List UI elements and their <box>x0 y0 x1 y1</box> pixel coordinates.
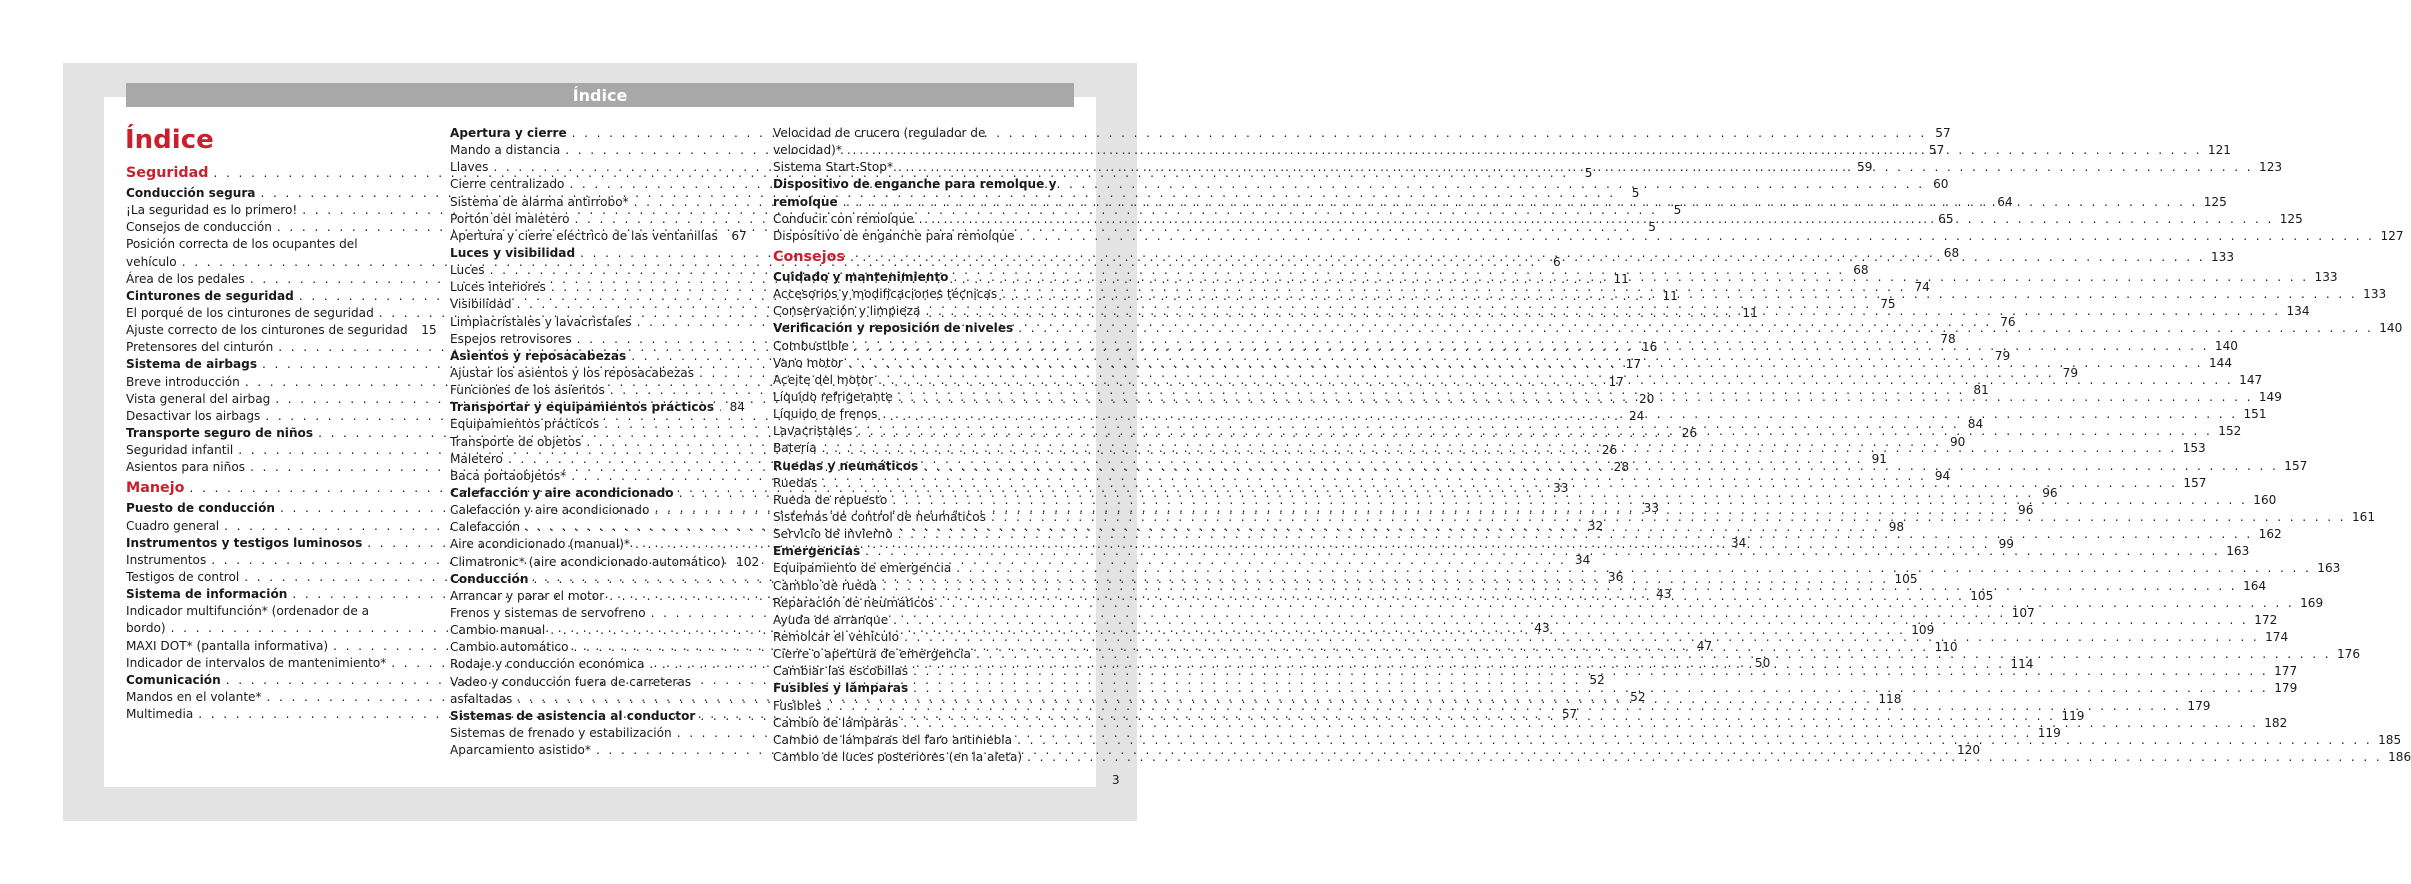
toc-entry[interactable] <box>126 322 437 339</box>
toc-entry-label: Puesto de conducción <box>126 501 275 516</box>
toc-entry-label: Conducción segura <box>126 186 256 200</box>
toc-page-number: 152 <box>2218 424 2242 439</box>
toc-page-number: 43 <box>1534 621 1550 636</box>
toc-leader-dots <box>991 509 2346 526</box>
toc-page-number: 79 <box>2062 365 2079 380</box>
toc-entry-label: Calefacción <box>450 520 521 535</box>
toc-entry-label: Limpiacristales y lavacristales <box>450 314 632 329</box>
page-title: Índice <box>125 125 214 155</box>
toc-entry-label: Equipamientos prácticos <box>450 417 600 432</box>
toc-entry-label: Dispositivo de enganche para remolque <box>773 228 1015 243</box>
toc-entry-label: Servicio de invierno <box>773 527 893 542</box>
toc-page-number: 68 <box>1943 245 1960 260</box>
toc-entry-label: El porqué de los cinturones de seguridad <box>126 305 374 320</box>
toc-entry-label: Luces interiores <box>450 280 546 295</box>
toc-entry-label: Calefacción y aire acondicionado <box>450 503 650 518</box>
toc-page-number: 57 <box>1561 707 1578 722</box>
toc-leader-dots <box>939 595 2294 612</box>
toc-entry[interactable] <box>450 228 745 245</box>
toc-page-number: 78 <box>1940 331 1956 346</box>
toc-entry-label: Multimedia <box>126 707 194 722</box>
toc-page-number: 84 <box>729 400 745 415</box>
toc-entry-label: Aceite del motor <box>773 372 874 387</box>
toc-entry-label: Conservación y limpieza <box>773 304 921 319</box>
toc-entry-label: Luces <box>450 263 485 278</box>
toc-leader-dots <box>882 578 2237 595</box>
toc-leader-dots <box>904 629 2259 646</box>
toc-page-number: 34 <box>1730 535 1747 550</box>
toc-page-number: 179 <box>2274 681 2298 696</box>
page-number: 3 <box>1112 773 1120 787</box>
toc-page-number: 74 <box>1914 280 1930 295</box>
toc-entry-label: Cambiar las escobillas <box>773 664 909 679</box>
toc-page-number: 65 <box>1938 211 1954 226</box>
toc-page-number: 5 <box>1584 166 1593 180</box>
toc-chapter-entry[interactable] <box>450 399 745 416</box>
toc-page-number: 110 <box>1934 640 1958 655</box>
toc-entry-label: Seguridad infantil <box>126 443 234 458</box>
toc-page-number: 140 <box>2379 321 2403 336</box>
toc-page-number: 121 <box>2207 143 2232 158</box>
toc-leader-dots <box>843 194 2198 211</box>
toc-entry-label: Pretensores del cinturón <box>126 340 274 355</box>
toc-entry-label: Consejos de conducción <box>126 220 272 235</box>
toc-entry-label: Sistema de información <box>126 587 288 602</box>
toc-page-number: 96 <box>2018 503 2034 518</box>
toc-leader-dots <box>919 211 2274 228</box>
toc-leader-dots <box>898 159 2253 176</box>
toc-entry-label: Cambio manual <box>450 623 546 638</box>
toc-leader-dots <box>822 475 2177 492</box>
toc-entry-label: Indicador de intervalos de mantenimiento* <box>126 655 387 670</box>
toc-leader-dots <box>923 458 2278 475</box>
toc-page-number: 5 <box>1673 203 1682 218</box>
toc-page-number: 50 <box>1754 655 1771 670</box>
toc-leader-dots <box>882 406 2237 423</box>
toc-page-number: 76 <box>2000 314 2016 329</box>
toc-entry-label: Climatronic* (aire acondicionado automático) <box>450 554 726 569</box>
toc-page-number: 174 <box>2265 629 2289 644</box>
toc-entry-label: Manejo <box>126 480 185 497</box>
toc-entry-label: Sistema de airbags <box>126 357 258 372</box>
toc-page-number: 153 <box>2182 441 2206 456</box>
toc-page-number: 11 <box>1662 288 1678 303</box>
toc-leader-dots <box>719 399 721 416</box>
toc-page-number: 24 <box>1628 408 1645 423</box>
toc-page-number: 26 <box>1601 443 1618 458</box>
toc-entry-label: Baca portaobjetos* <box>450 468 567 483</box>
toc-page-number: 94 <box>1934 468 1951 483</box>
toc-page-number: 109 <box>1911 623 1935 638</box>
toc-page-number: 161 <box>2351 509 2376 524</box>
toc-page-number: 164 <box>2243 578 2267 593</box>
toc-entry-label: Vista general del airbag <box>126 391 271 406</box>
toc-page-number: 6 <box>1553 254 1561 269</box>
toc-entry-label: asfaltadas <box>450 691 513 706</box>
toc-page-number: 118 <box>1878 691 1902 706</box>
toc-entry-line[interactable] <box>773 125 1068 142</box>
toc-leader-dots <box>865 543 2220 560</box>
toc-page-number: 133 <box>2314 269 2338 284</box>
toc-entry-line[interactable] <box>126 236 421 253</box>
toc-page-number: 60 <box>1933 177 1949 192</box>
toc-page-number: 160 <box>2253 492 2277 507</box>
toc-page-number: 119 <box>2061 708 2085 723</box>
toc-entry-label: Cuidado y mantenimiento <box>773 269 949 284</box>
toc-page-number: 17 <box>1608 374 1624 389</box>
toc-page-number: 81 <box>1973 383 1989 398</box>
toc-page-number: 133 <box>2210 249 2235 264</box>
toc-entry-label: Asientos para niños <box>126 460 246 475</box>
toc-entry[interactable] <box>773 228 2404 245</box>
toc-entry-label: Vano motor <box>773 355 843 370</box>
toc-entry-label: Ayuda de arranque <box>773 612 889 627</box>
toc-page-number: 33 <box>1643 501 1660 516</box>
toc-entry-label: Portón del maletero <box>450 211 570 226</box>
toc-page-number: 75 <box>1880 297 1896 312</box>
toc-entry-label: Fusibles y lámparas <box>773 681 909 696</box>
toc-leader-dots <box>1027 749 2382 766</box>
toc-page-number: 179 <box>2187 698 2211 713</box>
toc-page-number: 163 <box>2226 544 2250 559</box>
toc-entry-label: Sistemas de frenado y estabilización <box>450 725 672 740</box>
toc-page-number: 127 <box>2380 228 2404 243</box>
toc-entry-label: Mando a distancia <box>450 143 561 158</box>
toc-page-number: 186 <box>2388 749 2411 764</box>
toc-entry-label: Combustible <box>773 338 849 353</box>
toc-leader-dots <box>913 663 2268 680</box>
toc-entry-label: Emergencias <box>773 544 861 559</box>
toc-page-number: 79 <box>1994 348 2011 363</box>
toc-entry-label: Cinturones de seguridad <box>126 288 294 303</box>
toc-page-number: 32 <box>1587 518 1604 533</box>
toc-page-number: 120 <box>1956 743 1981 758</box>
toc-leader-dots <box>898 526 2253 543</box>
toc-entry-label: Consejos <box>773 248 845 265</box>
toc-entry-label: Vadeo y conducción fuera de carreteras <box>450 674 692 689</box>
toc-page-number: 99 <box>1998 537 2014 552</box>
toc-leader-dots <box>953 269 2308 286</box>
toc-leader-dots <box>822 440 2177 457</box>
toc-leader-dots <box>1002 286 2357 303</box>
toc-page-number: 36 <box>1607 569 1624 584</box>
toc-entry-label: Rodaje y conducción económica <box>450 657 645 672</box>
toc-entry-label: ¡La seguridad es lo primero! <box>126 203 298 218</box>
toc-page-number: 57 <box>1928 143 1945 158</box>
toc-page-number: 90 <box>1949 434 1966 449</box>
toc-page-number: 64 <box>1997 194 2013 209</box>
toc-entry-label: Arrancar y parar el motor <box>450 588 605 603</box>
toc-leader-dots <box>976 646 2331 663</box>
toc-entry-label: Cierre centralizado <box>450 177 565 192</box>
toc-page-number: 5 <box>1631 186 1640 200</box>
toc-entry-label: Fusibles <box>773 698 822 713</box>
toc-page-number: 33 <box>1553 481 1569 496</box>
toc-entry-label: Apertura y cierre <box>450 126 567 140</box>
toc-entry-label: bordo) <box>126 621 166 636</box>
toc-page-number: 140 <box>2214 338 2238 353</box>
toc-entry-label: Conducir con remolque <box>773 211 914 226</box>
toc-leader-dots <box>892 492 2247 509</box>
toc-page-number: 11 <box>1742 305 1758 320</box>
toc-page-number: 149 <box>2258 389 2282 404</box>
toc-entry-label: Remolcar el vehículo <box>773 629 900 644</box>
toc-page-number: 176 <box>2336 647 2361 662</box>
toc-leader-dots <box>826 698 2181 715</box>
toc-leader-dots <box>1017 732 2372 749</box>
toc-entry-label: vehículo <box>126 254 177 269</box>
toc-page-number: 105 <box>1894 571 1918 586</box>
toc-entry-label: Testigos de control <box>126 569 240 584</box>
toc-page-number: 133 <box>2363 287 2387 302</box>
toc-page-number: 16 <box>1641 340 1658 355</box>
toc-entry-label: remolque <box>773 194 838 209</box>
toc-leader-dots <box>956 560 2311 577</box>
toc-page-number: 123 <box>2259 160 2283 175</box>
toc-entry-label: Visibilidad <box>450 297 512 312</box>
toc-page-number: 57 <box>1935 126 1951 140</box>
toc-entry-label: Frenos y sistemas de servofreno <box>450 605 646 620</box>
toc-page-number: 52 <box>1630 689 1646 704</box>
toc-page-number: 162 <box>2258 527 2282 542</box>
toc-page-number: 52 <box>1589 672 1605 687</box>
toc-entry-label: Desactivar los airbags <box>126 408 261 423</box>
toc-entry-label: Ruedas <box>773 475 818 490</box>
toc-page-number: 20 <box>1638 391 1655 406</box>
toc-page-number: 28 <box>1613 460 1630 475</box>
toc-entry-label: Comunicación <box>126 672 221 687</box>
toc-page-number: 107 <box>2011 605 2035 620</box>
toc-entry[interactable] <box>450 554 760 571</box>
toc-page-number: 11 <box>1613 271 1629 286</box>
toc-entry-label: Líquido de frenos <box>773 407 878 422</box>
toc-entry-label: Verificación y reposición de niveles <box>773 321 1014 336</box>
toc-leader-dots <box>893 612 2248 629</box>
toc-page-number: 47 <box>1696 638 1713 653</box>
toc-entry-label: MAXI DOT* (pantalla informativa) <box>126 638 329 653</box>
toc-page-number: 68 <box>1853 263 1869 278</box>
toc-page-number: 34 <box>1574 552 1591 567</box>
toc-entry-label: Cambio de rueda <box>773 578 878 593</box>
toc-entry-label: Posición correcta de los ocupantes del <box>126 237 358 252</box>
toc-entry-label: Dispositivo de enganche para remolque y <box>773 177 1057 192</box>
toc-page-number: 134 <box>2286 304 2310 319</box>
toc-entry-label: Transportar y equipamientos prácticos <box>450 400 715 415</box>
toc-entry-label: Aparcamiento asistido* <box>450 743 591 758</box>
toc-page-number: 67 <box>731 228 747 243</box>
toc-leader-dots <box>1018 320 2373 337</box>
toc-entry-label: Seguridad <box>126 165 209 181</box>
header-bar: Índice <box>126 83 1074 107</box>
toc-page-number: 102 <box>736 554 760 569</box>
toc-entry-label: Sistemas de control de neumáticos <box>773 509 986 524</box>
toc-entry-label: Sistema Start-Stop* <box>773 160 894 175</box>
toc-entry-label: Accesorios y modificaciones técnicas <box>773 287 998 302</box>
toc-entry-label: Mandos en el volante* <box>126 689 262 704</box>
toc-page-number: 15 <box>421 323 437 338</box>
toc-entry-label: Lavacristales <box>773 424 853 439</box>
toc-page-number: 157 <box>2183 475 2207 490</box>
toc-leader-dots <box>854 338 2209 355</box>
toc-entry-line[interactable] <box>126 603 421 620</box>
toc-entry-label: Cierre o apertura de emergencia <box>773 647 971 662</box>
toc-page-number: 26 <box>1681 425 1698 440</box>
toc-leader-dots <box>903 715 2258 732</box>
toc-page-number: 144 <box>2208 355 2233 370</box>
toc-page-number: 43 <box>1656 587 1672 602</box>
toc-entry-label: Reparación de neumáticos <box>773 595 935 610</box>
toc-leader-dots <box>913 680 2268 697</box>
toc-leader-dots <box>848 355 2203 372</box>
toc-entry-label: Rueda de repuesto <box>773 492 888 507</box>
toc-entry-label: Asientos y reposacabezas <box>450 348 627 363</box>
toc-entry-label: Sistema de alarma antirrobo* <box>450 194 629 209</box>
toc-entry-label: Ajuste correcto de los cinturones de seguridad <box>126 323 408 338</box>
toc-entry-label: Ajustar los asientos y los reposacabezas <box>450 365 695 380</box>
toc-entry-label: Conducción <box>450 571 529 586</box>
toc-entry-label: Maletero <box>450 451 503 466</box>
toc-page-number: 185 <box>2378 732 2402 747</box>
toc-entry-label: Instrumentos <box>126 552 207 567</box>
toc-page-number: 91 <box>1871 451 1887 466</box>
toc-chapter-entry-line[interactable] <box>773 176 1068 193</box>
toc-entry-label: Transporte seguro de niños <box>126 425 314 440</box>
toc-page-number: 105 <box>1970 588 1994 603</box>
toc-page-number: 151 <box>2243 407 2267 422</box>
toc-entry-label: Cambio de lámparas <box>773 715 899 730</box>
toc-leader-dots <box>925 303 2280 320</box>
toc-leader-dots <box>1019 228 2374 245</box>
toc-entry-label: Luces y visibilidad <box>450 245 576 260</box>
toc-page-number: 172 <box>2254 612 2278 627</box>
toc-entry-label: Instrumentos y testigos luminosos <box>126 535 363 550</box>
toc-page-number: 98 <box>1888 520 1905 535</box>
toc-page-number: 125 <box>2279 211 2303 226</box>
toc-entry-label: Sistemas de asistencia al conductor <box>450 708 696 723</box>
toc-entry-label: Funciones de los asientos <box>450 383 605 398</box>
toc-leader-dots <box>850 245 2205 269</box>
toc-page-number: 96 <box>2042 485 2058 500</box>
toc-entry-label: Breve introducción <box>126 374 240 389</box>
toc-entry-label: Espejos retrovisores <box>450 331 572 346</box>
toc-entry-label: Transporte de objetos <box>450 434 582 449</box>
toc-entry-label: Cambio de lámparas del faro antiniebla <box>773 732 1013 747</box>
toc-entry-label: Indicador multifunción* (ordenador de a <box>126 604 370 619</box>
toc-page-number: 59 <box>1857 160 1873 175</box>
toc-entry-label: Líquido refrigerante <box>773 389 893 404</box>
toc-page-number: 182 <box>2264 715 2288 730</box>
toc-entry-label: Cuadro general <box>126 518 220 533</box>
toc-page-number: 17 <box>1625 357 1642 372</box>
toc-leader-dots <box>857 423 2212 440</box>
toc-page-number: 147 <box>2239 372 2263 387</box>
toc-entry-label: Cambio de luces posteriores (en la aleta) <box>773 749 1023 764</box>
toc-page-number: 84 <box>1967 417 1984 432</box>
toc-entry-label: Velocidad de crucero (regulador de <box>773 126 986 140</box>
toc-entry-label: Aire acondicionado (manual)* <box>450 537 630 552</box>
toc-entry-label: Equipamiento de emergencia <box>773 561 952 576</box>
toc-page-number: 114 <box>2010 657 2034 672</box>
toc-entry-label: Batería <box>773 441 817 456</box>
toc-entry-label: Cambio automático <box>450 640 569 655</box>
toc-entry-label: Área de los pedales <box>126 271 245 286</box>
toc-entry-label: Llaves <box>450 160 489 175</box>
toc-page-number: 157 <box>2284 458 2308 473</box>
toc-leader-dots <box>898 389 2253 406</box>
toc-entry-line[interactable] <box>450 674 745 691</box>
toc-entry-label: Ruedas y neumáticos <box>773 458 919 473</box>
toc-leader-dots <box>847 142 2202 159</box>
toc-page-number: 177 <box>2274 664 2298 679</box>
toc-entry-label: Calefacción y aire acondicionado <box>450 485 674 500</box>
toc-page-number: 119 <box>2037 725 2061 740</box>
toc-entry-label: velocidad)* <box>773 143 842 158</box>
toc-entry-label: Apertura y cierre eléctrico de las ventanillas <box>450 228 718 243</box>
toc-page-number: 169 <box>2300 595 2324 610</box>
toc-leader-dots <box>878 372 2233 389</box>
toc-page-number: 125 <box>2203 194 2227 209</box>
toc-page-number: 163 <box>2317 561 2341 576</box>
toc-page-number: 5 <box>1648 220 1656 235</box>
